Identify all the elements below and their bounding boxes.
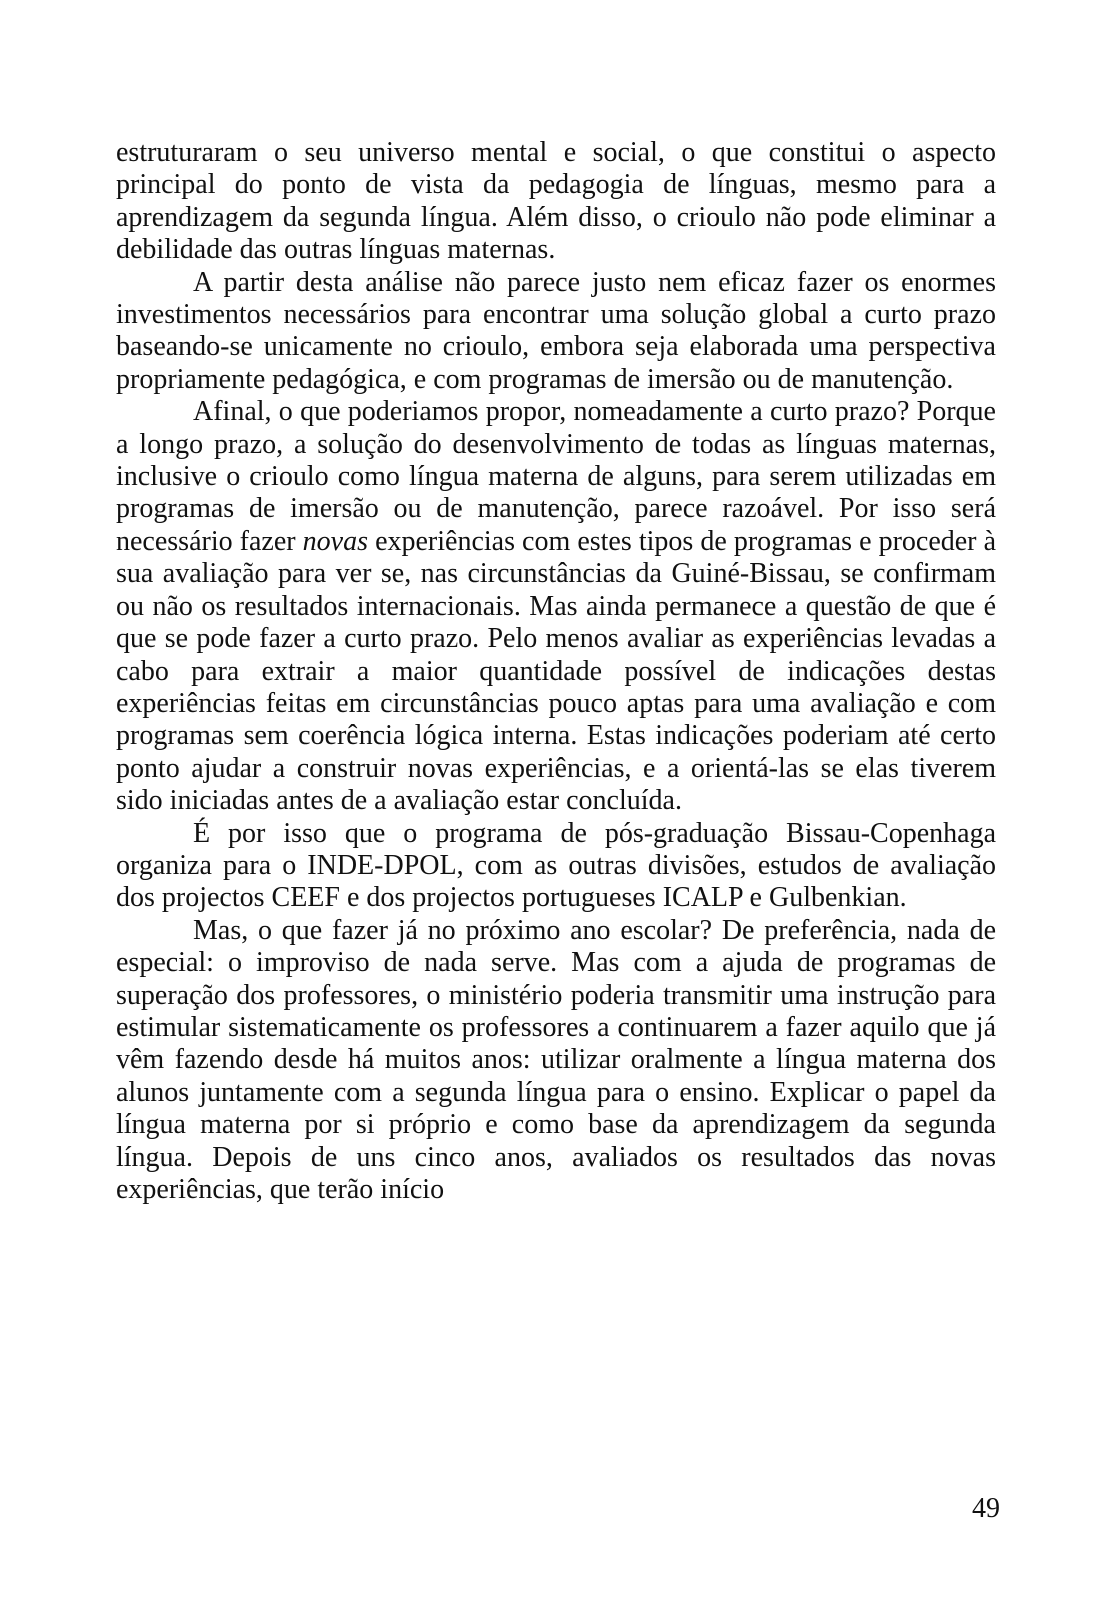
page-number: 49 <box>972 1493 1000 1524</box>
paragraph-3-text-after: experiências com estes tipos de programas e proceder à sua avaliação para ver se, nas circunstâncias da Guiné-Bissau, se confirmam ou não os resultados internacionais. Mas ainda permanece a questão de que é que se pode fazer a curto prazo. Pelo menos avaliar as experiências levadas a cabo para extrair a maior quantidade possível de indicações destas experiências feitas em circunstâncias pouco aptas para uma avaliação e com programas sem coerência lógica interna. Estas indicações poderiam até certo ponto ajudar a construir novas experiências, e a orientá-las se elas tiverem sido iniciadas antes de a avaliação estar concluída. <box>116 525 996 817</box>
body-text <box>116 137 996 1206</box>
paragraph-2: A partir desta análise não parece justo nem eficaz fazer os enormes investimentos necessários para encontrar uma solução global a curto prazo baseando-se unicamente no crioulo, embora seja elaborada uma perspectiva propriamente pedagógica, e com programas de imersão ou de manutenção. <box>116 266 996 395</box>
paragraph-1: estruturaram o seu universo mental e social, o que constitui o aspecto principal do ponto de vista da pedagogia de línguas, mesmo para a aprendizagem da segunda língua. Além disso, o crioulo não pode eliminar a debilidade das outras línguas maternas. <box>116 137 996 266</box>
paragraph-3-text-before: Afinal, o que poderiamos propor, nomeadamente a curto prazo? Porque a longo prazo, a solução do desenvolvimento de todas as línguas maternas, inclusive o crioulo como língua materna de alguns, para serem utilizadas em programas de imersão ou de manutenção, parece razoável. Por isso será necessário fazer <box>116 396 996 557</box>
paragraph-3 <box>116 396 996 817</box>
emphasis-novas: novas <box>302 525 368 557</box>
paragraph-5: Mas, o que fazer já no próximo ano escolar? De preferência, nada de especial: o improviso de nada serve. Mas com a ajuda de programas de superação dos professores, o ministério poderia transmitir uma instrução para estimular sistematicamente os professores a continuarem a fazer aquilo que já vêm fazendo desde há muitos anos: utilizar oralmente a língua materna dos alunos juntamente com a segunda língua para o ensino. Explicar o papel da língua materna por si próprio e como base da aprendizagem da segunda língua. Depois de uns cinco anos, avaliados os resultados das novas experiências, que terão início <box>116 914 996 1205</box>
paragraph-4: É por isso que o programa de pós-graduação Bissau-Copenhaga organiza para o INDE-DPOL, com as outras divisões, estudos de avaliação dos projectos CEEF e dos projectos portugueses ICALP e Gulbenkian. <box>116 817 996 914</box>
